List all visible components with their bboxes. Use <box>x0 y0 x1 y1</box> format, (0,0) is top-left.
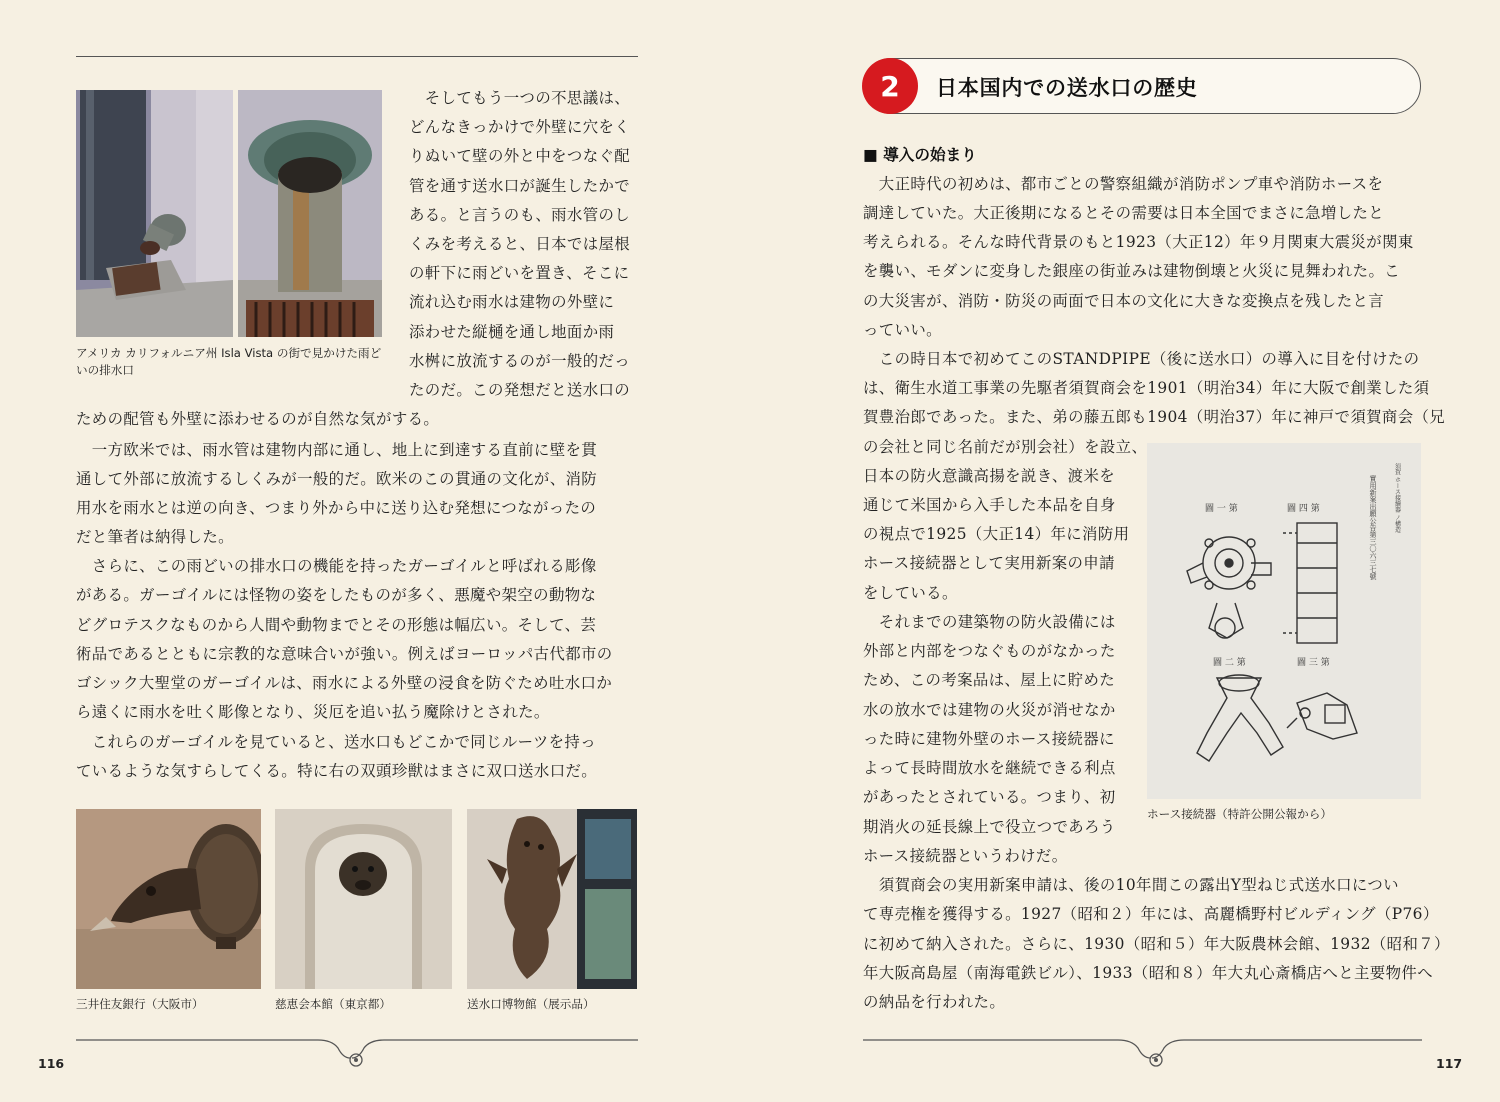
section-title: 日本国内での送水口の歴史 <box>936 76 1198 100</box>
photo-downspout-wide <box>76 90 233 337</box>
paragraph-line: 日本の防火意識高揚を説き、渡米を <box>863 467 1116 485</box>
patent-label-fig4: 圖 四 第 <box>1287 504 1320 514</box>
paragraph-line: ある。と言うのも、雨水管のし <box>409 206 631 224</box>
paragraph-line: ら遠くに雨水を吐く彫像となり、災厄を追い払う魔除けとされた。 <box>76 703 550 721</box>
paragraph-line: ホース接続器というわけだ。 <box>863 847 1068 865</box>
paragraph-line: ため、この考案品は、屋上に貯めた <box>863 671 1116 689</box>
section-number-badge: 2 <box>862 58 918 114</box>
paragraph-line: の軒下に雨どいを置き、そこに <box>409 264 630 282</box>
paragraph-line: 大正時代の初めは、都市ごとの警察組織が消防ポンプ車や消防ホースを <box>863 175 1384 193</box>
paragraph-line: 外部と内部をつなぐものがなかった <box>863 642 1116 660</box>
paragraph-line: りぬいて壁の外と中をつなぐ配 <box>409 147 631 165</box>
photo-downspout-closeup <box>238 90 382 337</box>
paragraph-line: は、衛生水道工事業の先駆者須賀商会を1901（明治34）年に大阪で創業した須 <box>863 379 1430 397</box>
paragraph-line: だと筆者は納得した。 <box>76 528 234 546</box>
paragraph-line: ための配管も外壁に添わせるのが自然な気がする。 <box>76 410 440 428</box>
paragraph-line: よって長時間放水を継続できる利点 <box>863 759 1116 777</box>
paragraph-line: 一方欧米では、雨水管は建物内部に通し、地上に到達する直前に壁を貫 <box>76 441 598 459</box>
paragraph-line: ホース接続器として実用新案の申請 <box>863 554 1115 572</box>
paragraph-line: の視点で1925（大正14）年に消防用 <box>863 525 1130 543</box>
paragraph-line: の納品を行われた。 <box>863 993 1006 1011</box>
paragraph-line: を襲い、モダンに変身した銀座の街並みは建物倒壊と火災に見舞われた。こ <box>863 262 1401 280</box>
paragraph-line: て専売権を獲得する。1927（昭和２）年には、高麗橋野村ビルディング（P76） <box>863 905 1439 923</box>
paragraph-line: たのだ。この発想だと送水口の <box>409 381 631 399</box>
page-number-left: 116 <box>38 1056 65 1071</box>
patent-figure-caption: ホース接続器（特許公開公報から） <box>1147 807 1332 821</box>
patent-label-fig3: 圖 三 第 <box>1297 658 1330 668</box>
paragraph-line: の大災害が、消防・防災の両面で日本の文化に大きな変換点を残したと言 <box>863 292 1385 310</box>
subheading: ■ 導入の始まり <box>863 146 977 164</box>
paragraph-line: 通じて米国から入手した本品を自身 <box>863 496 1116 514</box>
paragraph-line: 術品であるとともに宗教的な意味合いが強い。例えばヨーロッパ古代都市の <box>76 645 613 663</box>
paragraph-line: があったとされている。つまり、初 <box>863 788 1116 806</box>
paragraph-line: さらに、この雨どいの排水口の機能を持ったガーゴイルと呼ばれる彫像 <box>76 557 597 575</box>
photo-gargoyle-exhibit <box>467 809 637 989</box>
paragraph-line: ゴシック大聖堂のガーゴイルは、雨水による外壁の浸食を防ぐため吐水口か <box>76 674 613 692</box>
photo-eagle-inlet <box>76 809 261 989</box>
paragraph-line: どグロテスクなものから人間や動物までとその形態は幅広い。そして、芸 <box>76 616 597 634</box>
paragraph-line: 用水を雨水とは逆の向き、つまり外から中に送り込む発想につながったの <box>76 499 597 517</box>
patent-label-fig1: 圖 一 第 <box>1205 504 1238 514</box>
paragraph-line: どんなきっかけで外壁に穴をく <box>409 118 631 136</box>
page-number-right: 117 <box>1436 1056 1463 1071</box>
paragraph-line: 須賀商会の実用新案申請は、後の10年間この露出Y型ねじ式送水口につい <box>863 876 1399 894</box>
footer-ornament <box>750 1020 1500 1080</box>
top-rule <box>76 56 638 57</box>
paragraph-line: この時日本で初めてこのSTANDPIPE（後に送水口）の導入に目を付けたの <box>863 350 1420 368</box>
paragraph-line: の会社と同じ名前だが別会社）を設立、 <box>863 438 1148 456</box>
footer-ornament <box>0 1020 750 1080</box>
photo1-caption: アメリカ カリフォルニア州 Isla Vista の街で見かけた雨どいの排水口 <box>76 346 382 377</box>
paragraph-line: そしてもう一つの不思議は、 <box>409 89 631 107</box>
patent-label-fig2: 圖 二 第 <box>1213 658 1246 668</box>
paragraph-line: った時に建物外壁のホース接続器に <box>863 730 1115 748</box>
patent-header-text: 實用新案出願公告第三〇六三七號 <box>1369 475 1377 580</box>
section-header <box>863 58 1421 114</box>
paragraph-line: それまでの建築物の防火設備には <box>863 613 1116 631</box>
paragraph-line: 期消火の延長線上で役立つであろう <box>863 818 1116 836</box>
right-page <box>750 0 1500 1102</box>
paragraph-line: 添わせた縦樋を通し地面か雨 <box>409 323 615 341</box>
paragraph-line: 年大阪高島屋（南海電鉄ビル）、1933（昭和８）年大丸心斎橋店へと主要物件へ <box>863 964 1433 982</box>
paragraph-line: 賀豊治郎であった。また、弟の藤五郎も1904（明治37）年に神戸で須賀商会（兄 <box>863 408 1446 426</box>
caption-jikei: 慈恵会本館（東京都） <box>275 997 391 1011</box>
paragraph-line: 調達していた。大正後期になるとその需要は日本全国でまさに急増したと <box>863 204 1385 222</box>
photo-lion-inlet <box>275 809 452 989</box>
paragraph-line: っていい。 <box>863 321 942 339</box>
paragraph-line: 水桝に放流するのが一般的だっ <box>409 352 631 370</box>
patent-side-text: 須賀 ホース接續器 ノ構造 <box>1393 463 1401 533</box>
paragraph-line: ているような気すらしてくる。特に右の双頭珍獣はまさに双口送水口だ。 <box>76 762 598 780</box>
paragraph-line: 考えられる。そんな時代背景のもと1923（大正12）年９月関東大震災が関東 <box>863 233 1414 251</box>
caption-museum: 送水口博物館（展示品） <box>467 997 595 1011</box>
paragraph-line: くみを考えると、日本では屋根 <box>409 235 631 253</box>
paragraph-line: がある。ガーゴイルには怪物の姿をしたものが多く、悪魔や架空の動物な <box>76 586 597 604</box>
paragraph-line: これらのガーゴイルを見ていると、送水口もどこかで同じルーツを持っ <box>76 733 597 751</box>
paragraph-line: 水の放水では建物の火災が消せなか <box>863 701 1116 719</box>
caption-mitsui: 三井住友銀行（大阪市） <box>76 997 204 1011</box>
paragraph-line: 通して外部に放流するしくみが一般的だ。欧米のこの貫通の文化が、消防 <box>76 470 598 488</box>
paragraph-line: 管を通す送水口が誕生したかで <box>409 177 631 195</box>
paragraph-line: に初めて納入された。さらに、1930（昭和５）年大阪農林会館、1932（昭和７） <box>863 935 1450 953</box>
patent-drawing-figure <box>1147 443 1421 799</box>
paragraph-line: 流れ込む雨水は建物の外壁に <box>409 293 615 311</box>
paragraph-line: をしている。 <box>863 584 958 602</box>
